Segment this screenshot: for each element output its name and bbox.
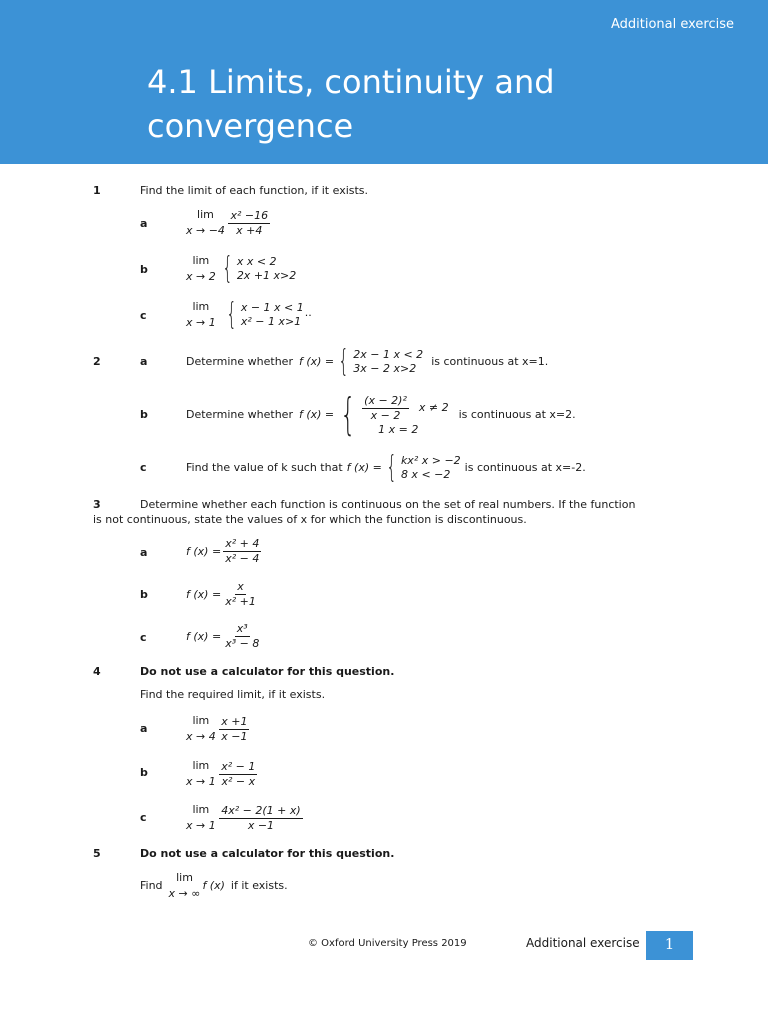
q1c-label: c: [140, 309, 147, 322]
pre-text: Find the value of k such that: [186, 461, 343, 474]
approach-text: x → 1: [186, 775, 216, 788]
condition-1: x ≠ 2: [418, 401, 449, 414]
q3-number: 3: [93, 498, 101, 511]
q2b-expression: Determine whether f (x) = { $\frac{\text{(x − 2)²}}{x - 2}$ x ≠ 2 1 x = 2 is continuous at x=2.: [186, 389, 576, 440]
approach-text: x → 1: [186, 316, 216, 329]
q4c-expression: [186, 802, 303, 834]
page-title: 4.1 Limits, continuity and convergence: [147, 63, 555, 145]
case-2: 2x +1 x>2: [236, 269, 297, 282]
denominator: x −1: [247, 818, 275, 832]
numerator: x: [237, 580, 244, 593]
numerator: (x − 2)²: [364, 393, 407, 407]
q5-number: 5: [93, 847, 101, 860]
q4c-label: c: [140, 811, 147, 824]
q2a-label: a: [140, 355, 148, 368]
denominator: x² − x: [221, 774, 256, 788]
q4a-expression: [186, 713, 249, 745]
q5-expression: [140, 870, 288, 902]
lim-text: lim: [192, 759, 210, 772]
q1-text: Find the limit of each function, if it exists.: [140, 184, 369, 197]
approach-text: x → 2: [186, 270, 216, 283]
q5-instruction: Do not use a calculator for this question.: [140, 847, 395, 860]
q3c-label: c: [140, 631, 147, 644]
denominator: x² − 4: [225, 552, 260, 565]
q4-number: 4: [93, 665, 101, 678]
fx-text: f (x) =: [298, 408, 335, 421]
pre-text: Find: [140, 879, 163, 892]
pre-text: Determine whether: [186, 355, 293, 368]
approach-text: x → ∞: [168, 887, 201, 900]
lim-text: lim: [192, 254, 210, 267]
approach-text: x → 4: [186, 730, 216, 743]
numerator: x² − 1: [221, 759, 256, 773]
numerator: 4x² − 2(1 + x): [221, 803, 301, 817]
case-1: x − 1 x < 1: [240, 301, 304, 314]
q4b-expression: [186, 758, 257, 790]
case-1: kx² x > −2: [400, 454, 461, 467]
post-text: if it exists.: [230, 879, 288, 892]
lim-text: lim: [192, 803, 210, 816]
q1c-expression: lim x → 1 { x − 1 x < 1 x² − 1 x>1 ..: [186, 297, 312, 332]
q3c-expression: [186, 622, 261, 651]
numerator: x² + 4: [225, 537, 260, 550]
post-text: is continuous at x=2.: [458, 408, 576, 421]
case-1: x x < 2: [236, 255, 277, 268]
fx-text: f (x) =: [186, 629, 222, 643]
header-tag: Additional exercise: [610, 17, 734, 32]
case-1: 2x − 1 x < 2: [353, 348, 424, 361]
q3-text-line1: Determine whether each function is continuous on the set of real numbers. If the function: [140, 498, 636, 511]
q2c-label: c: [140, 461, 147, 474]
pre-text: Determine whether: [186, 408, 293, 421]
q2b-label: b: [140, 408, 148, 421]
case-2: 1 x = 2: [378, 422, 419, 436]
fx-text: f (x) =: [298, 355, 335, 368]
q3a-expression: [186, 537, 261, 566]
fx-text: f (x) =: [186, 587, 222, 601]
post-text: is continuous at x=-2.: [464, 461, 586, 474]
q1b-expression: lim x → 2 { x x < 2 2x +1 x>2: [186, 251, 297, 286]
page-number: 1: [646, 931, 693, 960]
q1-number: 1: [93, 184, 101, 197]
denominator: x³ − 8: [225, 637, 260, 650]
q3b-expression: [186, 580, 258, 609]
post-text: is continuous at x=1.: [431, 355, 549, 368]
q2a-expression: Determine whether f (x) = { 2x − 1 x < 2 3x − 2 x>2 is continuous at x=1.: [186, 344, 549, 379]
denominator: x² +1: [225, 595, 256, 608]
q1b-label: b: [140, 263, 148, 276]
approach-text: x → −4: [186, 224, 225, 237]
q4a-label: a: [140, 722, 148, 735]
q4-instruction: Do not use a calculator for this question.: [140, 665, 395, 678]
lim-text: lim: [192, 714, 210, 727]
footer-publisher: © Oxford University Press 2019: [308, 938, 467, 949]
q3b-label: b: [140, 588, 148, 601]
q2c-expression: Find the value of k such that f (x) = { kx² x > −2 8 x < −2 is continuous at x=-2.: [186, 450, 586, 485]
fx-text: f (x): [202, 879, 225, 892]
denominator: x − 2: [370, 408, 401, 422]
lim-text: lim: [192, 300, 210, 313]
footer-tag: Additional exercise: [526, 936, 640, 950]
q1a-expression: [186, 207, 270, 239]
denominator: x −1: [221, 729, 248, 743]
numerator: x² −16: [230, 208, 269, 222]
q1a-label: a: [140, 217, 148, 230]
q2-number: 2: [93, 355, 101, 368]
lim-text: lim: [197, 208, 214, 221]
denominator: x +4: [236, 223, 263, 237]
case-2: 3x − 2 x>2: [353, 362, 417, 375]
numerator: x³: [236, 622, 248, 635]
q4b-label: b: [140, 766, 148, 779]
q3-text-line2: is not continuous, state the values of x for which the function is discontinuous.: [93, 513, 527, 526]
fx-text: f (x) =: [186, 544, 222, 558]
tail-dots: ..: [304, 306, 312, 319]
approach-text: x → 1: [186, 819, 216, 832]
fx-text: f (x) =: [346, 461, 382, 474]
numerator: x +1: [221, 714, 248, 728]
q4-text: Find the required limit, if it exists.: [140, 688, 326, 701]
q3a-label: a: [140, 546, 148, 559]
case-2: x² − 1 x>1: [240, 315, 302, 328]
case-2: 8 x < −2: [400, 468, 451, 481]
lim-text: lim: [176, 871, 193, 884]
